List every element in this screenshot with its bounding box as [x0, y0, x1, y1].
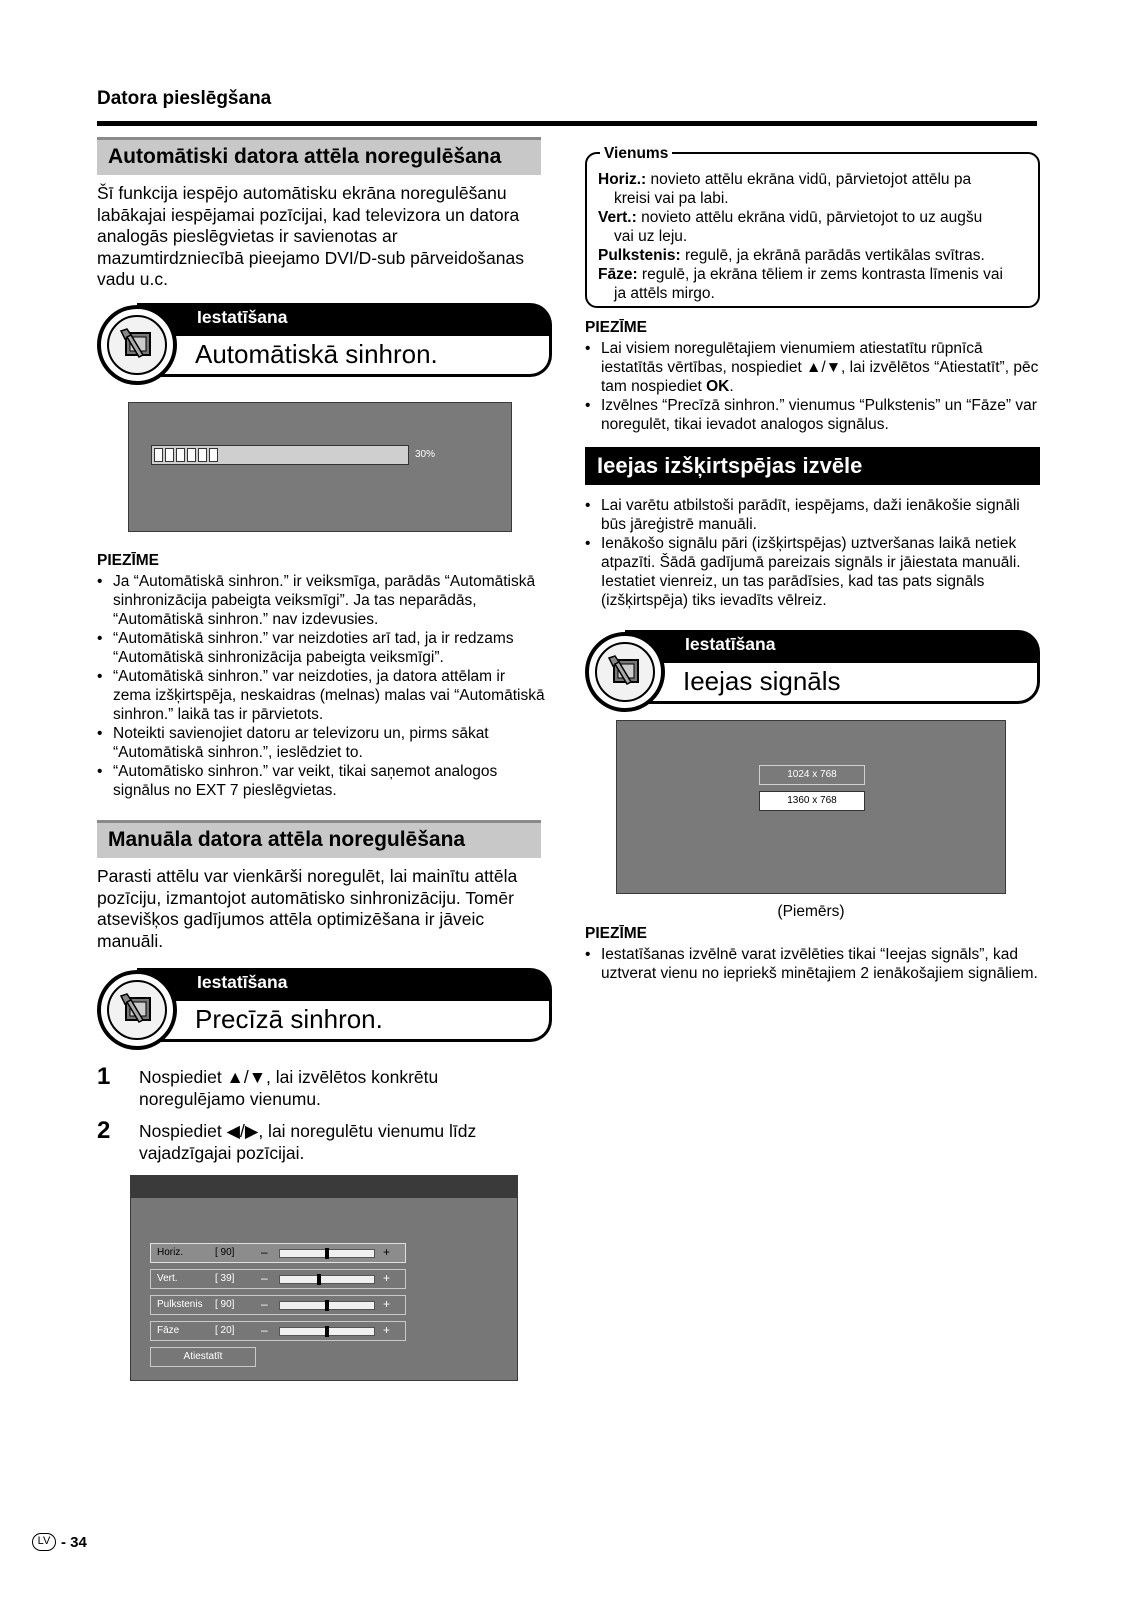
settings-icon-badge: [97, 305, 177, 385]
menu-row-value: [ 20]: [215, 1325, 235, 1336]
section-title-manual: Manuāla datora attēla noregulēšana: [97, 820, 541, 858]
vienums-row-horiz: [598, 170, 1033, 208]
bullet-item: • Lai varētu atbilstoši parādīt, iespējams, daži ienākošie signāli būs jāreģistrē manuāli.: [585, 496, 1040, 534]
minus-icon: –: [261, 1245, 268, 1259]
note-item: • “Automātiskā sinhron.” var neizdoties arī tad, ja ir redzams “Automātiskā sinhronizācija pabeigta veiksmīgi”.: [97, 629, 547, 667]
bullet-item: • Ienākošo signālu pāri (izšķirtspējas) uztveršanas laikā netiek atpazīti. Šādā gadījumā pareizais signāls ir jāiestata manuāli. Iestatiet vienreiz, un tas parādīsies, kad tas pats signāls (izšķirtspēja) tiks ievadīts vēlreiz.: [585, 534, 1040, 610]
vienums-desc: regulē, ja ekrāna tēliem ir zems kontrasta līmenis vai: [637, 266, 1003, 283]
ok-key-label: OK: [706, 378, 730, 395]
language-badge: LV: [32, 1533, 56, 1551]
setup-banner-precise: [97, 968, 552, 1053]
vienums-desc: novieto attēlu ekrāna vidū, pārvietojot to uz augšu: [636, 209, 983, 226]
auto-intro: Šī funkcija iespējo automātisku ekrāna noregulēšanu labākajai iespējamai pozīcijai, kad televizora un datora analogās pieslēgvietas ir savienotas ar mazumtirdzniecībā pieejamo DVI/D-sub pārveidošanas vadu u.c.: [97, 183, 525, 289]
note-item: • “Automātiskā sinhron.” var neizdoties, ja datora attēlam ir zema izšķirtspēja, neskaidras (melnas) malas vai “Automātiskā sinhron.” laikā tas ir pārvietots.: [97, 667, 547, 724]
menu-row-clock[interactable]: [150, 1295, 406, 1315]
input-signal-screen: [616, 720, 1006, 894]
progress-segment: [165, 448, 174, 462]
plus-icon: +: [383, 1271, 391, 1285]
settings-icon-badge: [585, 632, 665, 712]
menu-row-value: [ 90]: [215, 1299, 235, 1310]
section-title-auto: Automātiski datora attēla noregulēšana: [97, 137, 541, 175]
vienums-term: Pulkstenis:: [598, 247, 681, 264]
slider-knob[interactable]: [325, 1300, 329, 1311]
progress-bar: [151, 445, 409, 465]
note-item: • Ja “Automātiskā sinhron.” ir veiksmīga, parādās “Automātiskā sinhronizācija pabeigta veiksmīgi”. Ja tas neparādās, “Automātiskā sinhron.” nav izdevusies.: [97, 572, 547, 629]
menu-row-horiz[interactable]: [150, 1243, 406, 1263]
menu-row-label: Vert.: [157, 1273, 178, 1284]
vienums-row-phase: [598, 265, 1033, 303]
page-header-title: Datora pieslēgšana: [97, 88, 272, 109]
note-item: [585, 339, 1040, 396]
menu-row-label: Pulkstenis: [157, 1299, 203, 1310]
settings-icon-badge: [97, 970, 177, 1050]
minus-icon: –: [261, 1271, 268, 1285]
minus-icon: –: [261, 1297, 268, 1311]
section-title-input-res: Ieejas izšķirtspējas izvēle: [585, 447, 1040, 485]
reset-button[interactable]: Atiestatīt: [150, 1347, 256, 1367]
menu-row-phase[interactable]: [150, 1321, 406, 1341]
input-notes-list: [585, 945, 1040, 983]
slider-track[interactable]: [279, 1301, 375, 1310]
vienums-desc-cont: kreisi vai pa labi.: [614, 190, 729, 207]
progress-segment: [209, 448, 218, 462]
slider-knob[interactable]: [325, 1326, 329, 1337]
note-item: • Noteikti savienojiet datoru ar televizoru un, pirms sākat “Automātiskā sinhron.”, ieslēdziet to.: [97, 724, 547, 762]
progress-segment: [187, 448, 196, 462]
step-text: Nospiediet ▲/▼, lai izvēlētos konkrētu noregulējamo vienumu.: [139, 1067, 439, 1109]
slider-track[interactable]: [279, 1327, 375, 1336]
slider-knob[interactable]: [317, 1274, 321, 1285]
menu-title-bar: [131, 1176, 517, 1198]
slider-track[interactable]: [279, 1249, 375, 1258]
input-res-bullets: [585, 496, 1040, 610]
step-number: 1: [97, 1063, 111, 1090]
setup-banner-auto: [97, 303, 552, 388]
vienums-row-vert: [598, 208, 1033, 246]
step-number: 2: [97, 1117, 111, 1144]
vienums-desc: novieto attēlu ekrāna vidū, pārvietojot attēlu pa: [646, 171, 972, 188]
banner-title: Ieejas signāls: [683, 666, 841, 696]
note-item: • Iestatīšanas izvēlnē varat izvēlēties tikai “Ieejas signāls”, kad uztverat vienu no iepriekš minētajiem 2 ienākošajiem signāliem.: [585, 945, 1040, 983]
slider-track[interactable]: [279, 1275, 375, 1284]
note-item: • “Automātisko sinhron.” var veikt, tikai saņemot analogos signālus no EXT 7 pieslēgvietas.: [97, 762, 547, 800]
progress-segment: [198, 448, 207, 462]
minus-icon: –: [261, 1323, 268, 1337]
menu-row-label: Horiz.: [157, 1247, 184, 1258]
manual-intro: Parasti attēlu var vienkārši noregulēt, lai mainītu attēla pozīciju, izmantojot automātisko sinhronizāciju. Tomēr atsevišķos gadījumos attēla optimizēšana ir jāveic manuāli.: [97, 866, 518, 951]
auto-sync-screen: [128, 402, 512, 532]
vienums-desc: regulē, ja ekrānā parādās vertikālas svītras.: [680, 247, 985, 264]
resolution-option[interactable]: 1024 x 768: [759, 765, 865, 785]
auto-notes-list: [97, 572, 547, 800]
note-head-right: PIEZĪME: [585, 319, 648, 336]
page-number: - 34: [61, 1534, 87, 1551]
resolution-option-selected[interactable]: 1360 x 768: [759, 791, 865, 811]
note-text: Lai visiem noregulētajiem vienumiem atiestatītu rūpnīcā iestatītās vērtības, nospiediet ▲/▼, lai izvēlētos “Atiestatīt”, pēc tam nospiediet: [601, 340, 1039, 395]
vienums-term: Fāze:: [598, 266, 638, 283]
banner-subtitle: Iestatīšana: [197, 307, 288, 327]
progress-segment: [176, 448, 185, 462]
vienums-desc-cont: ja attēls mirgo.: [614, 285, 715, 302]
example-caption: (Piemērs): [777, 903, 845, 920]
note-text: .: [729, 378, 734, 395]
slider-knob[interactable]: [325, 1248, 329, 1259]
banner-title: Precīzā sinhron.: [195, 1004, 383, 1034]
note-head-input: PIEZĪME: [585, 925, 648, 942]
note-head-auto: PIEZĪME: [97, 552, 160, 569]
vienums-term: Horiz.:: [598, 171, 647, 188]
vienums-term: Vert.:: [598, 209, 637, 226]
progress-percent: 30%: [415, 449, 436, 460]
header-rule: [97, 121, 1037, 126]
menu-row-vert[interactable]: [150, 1269, 406, 1289]
plus-icon: +: [383, 1323, 391, 1337]
vienums-desc-cont: vai uz leju.: [614, 228, 688, 245]
setup-banner-input: [585, 630, 1040, 715]
menu-row-label: Fāze: [157, 1325, 180, 1336]
banner-subtitle: Iestatīšana: [685, 634, 776, 654]
menu-row-value: [ 90]: [215, 1247, 235, 1258]
note-item: • Izvēlnes “Precīzā sinhron.” vienumus “Pulkstenis” un “Fāze” var noregulēt, tikai ievadot analogos signālus.: [585, 396, 1040, 434]
step-text: Nospiediet ◀/▶, lai noregulētu vienumu līdz vajadzīgajai pozīcijai.: [139, 1121, 477, 1163]
wrench-tv-icon: [117, 990, 157, 1030]
progress-fill: [154, 448, 218, 462]
vienums-title: Vienums: [600, 145, 672, 163]
vienums-row-clock: [598, 246, 1033, 265]
plus-icon: +: [383, 1245, 391, 1259]
menu-row-value: [ 39]: [215, 1273, 235, 1284]
wrench-tv-icon: [117, 325, 157, 365]
plus-icon: +: [383, 1297, 391, 1311]
right-notes-list: [585, 339, 1040, 434]
banner-title: Automātiskā sinhron.: [195, 339, 438, 369]
banner-subtitle: Iestatīšana: [197, 972, 288, 992]
progress-segment: [154, 448, 163, 462]
wrench-tv-icon: [605, 652, 645, 692]
